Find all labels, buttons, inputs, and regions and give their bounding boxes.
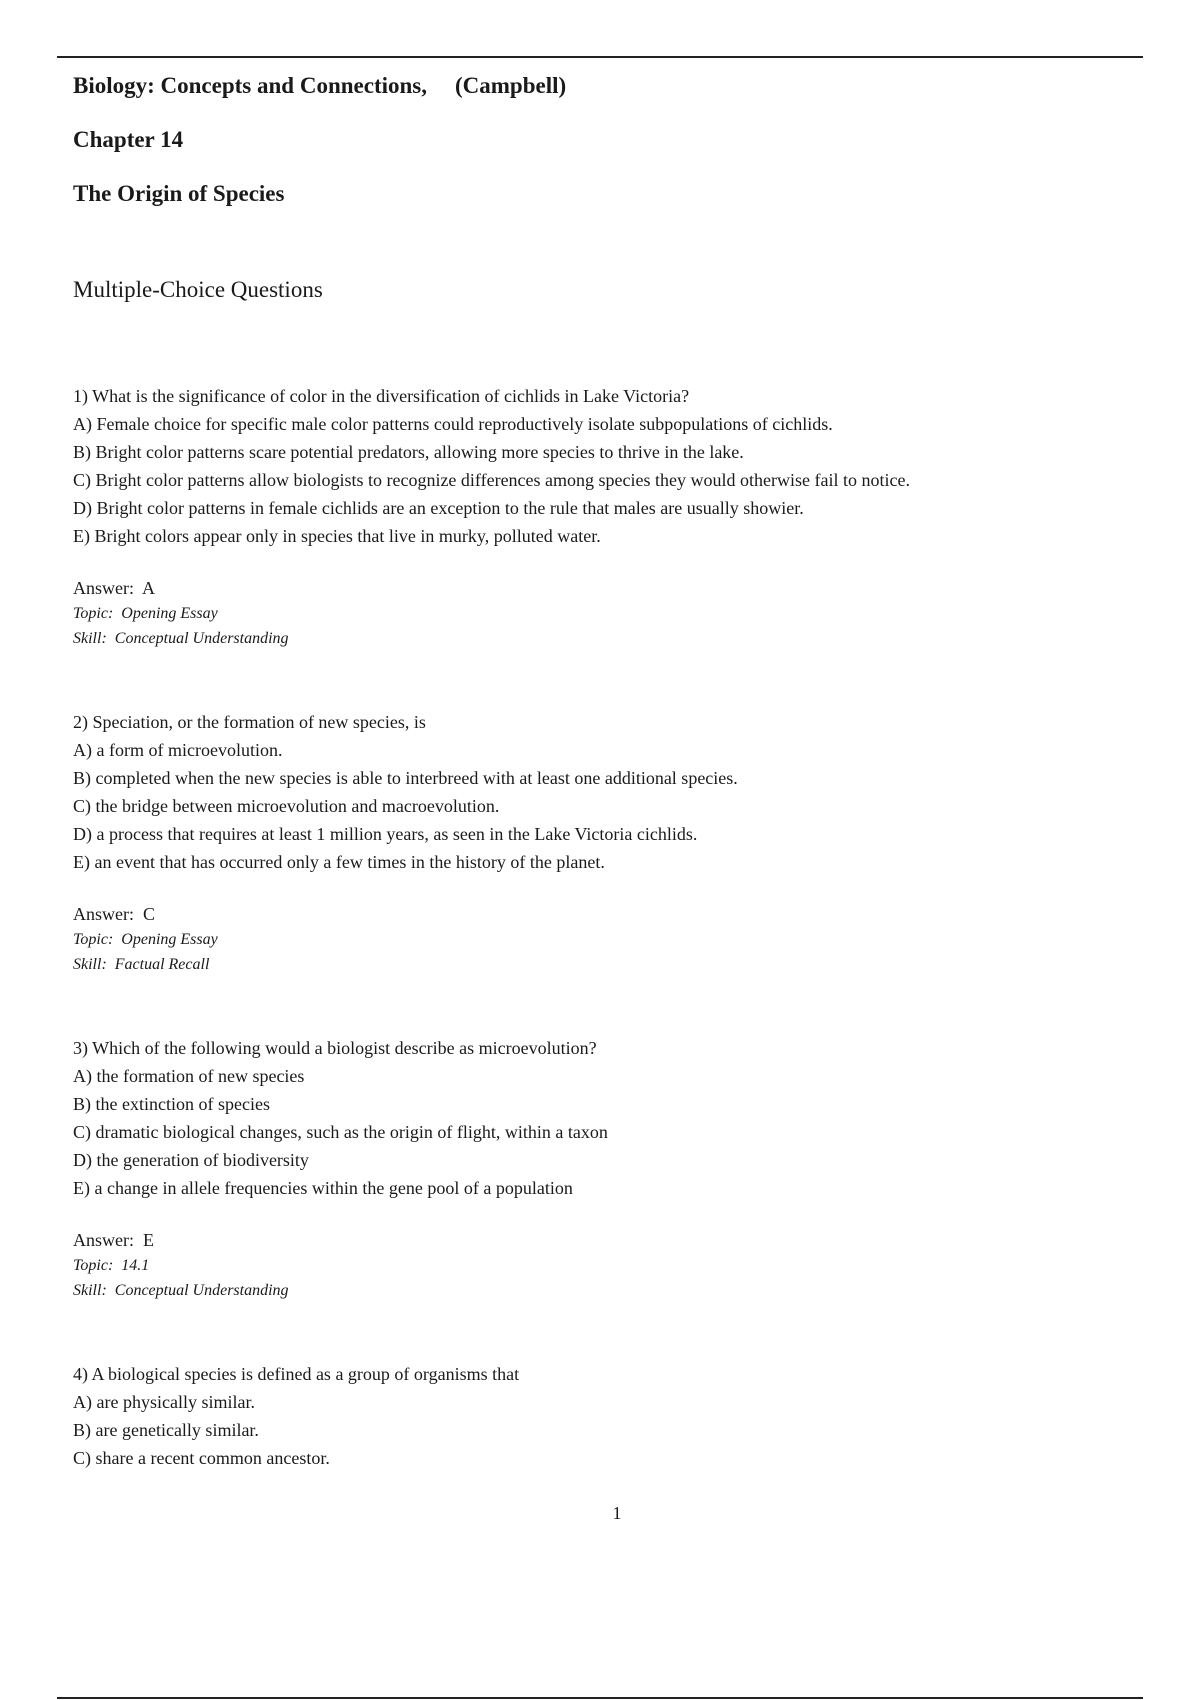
option-c: C) share a recent common ancestor. xyxy=(73,1448,330,1468)
skill: Skill: Conceptual Understanding xyxy=(73,1282,289,1299)
page-number: 1 xyxy=(612,1503,622,1523)
option-a: A) a form of microevolution. xyxy=(73,740,283,760)
option-b: B) completed when the new species is able to interbreed with at least one additional species. xyxy=(73,768,738,788)
skill: Skill: Factual Recall xyxy=(73,956,210,973)
topic: Topic: Opening Essay xyxy=(73,605,218,622)
option-e: E) an event that has occurred only a few times in the history of the planet. xyxy=(73,852,605,872)
option-c: C) dramatic biological changes, such as the origin of flight, within a taxon xyxy=(73,1122,608,1142)
skill: Skill: Conceptual Understanding xyxy=(73,630,289,647)
option-a: A) Female choice for specific male color patterns could reproductively isolate subpopulations of cichlids. xyxy=(73,414,833,434)
option-d: D) the generation of biodiversity xyxy=(73,1150,309,1170)
option-b: B) are genetically similar. xyxy=(73,1420,259,1440)
option-e: E) Bright colors appear only in species that live in murky, polluted water. xyxy=(73,526,601,546)
question-stem: 3) Which of the following would a biologist describe as microevolution? xyxy=(73,1038,597,1058)
section-title: Multiple-Choice Questions xyxy=(73,277,323,302)
option-e: E) a change in allele frequencies within the gene pool of a population xyxy=(73,1178,573,1198)
chapter-title: The Origin of Species xyxy=(73,181,285,206)
question-stem: 2) Speciation, or the formation of new species, is xyxy=(73,712,426,732)
topic: Topic: 14.1 xyxy=(73,1257,150,1274)
option-c: C) Bright color patterns allow biologists to recognize differences among species they would otherwise fail to notice. xyxy=(73,470,910,490)
book-title-line xyxy=(73,74,1133,128)
page-content xyxy=(73,74,1133,1472)
option-a: A) are physically similar. xyxy=(73,1392,255,1412)
question-2 xyxy=(73,708,1133,977)
bottom-rule xyxy=(57,1697,1143,1699)
option-b: B) Bright color patterns scare potential predators, allowing more species to thrive in the lake. xyxy=(73,442,744,462)
question-stem: 1) What is the significance of color in the diversification of cichlids in Lake Victoria? xyxy=(73,386,690,406)
question-stem: 4) A biological species is defined as a group of organisms that xyxy=(73,1364,520,1384)
option-d: D) Bright color patterns in female cichlids are an exception to the rule that males are usually showier. xyxy=(73,498,804,518)
top-rule xyxy=(57,56,1143,58)
option-c: C) the bridge between microevolution and macroevolution. xyxy=(73,796,500,816)
option-a: A) the formation of new species xyxy=(73,1066,305,1086)
author: (Campbell) xyxy=(454,73,567,98)
answer: Answer: E xyxy=(73,1230,154,1250)
question-3 xyxy=(73,1034,1133,1303)
answer: Answer: C xyxy=(73,904,155,924)
question-4 xyxy=(73,1360,1133,1472)
book-title: Biology: Concepts and Connections, xyxy=(73,73,427,98)
answer: Answer: A xyxy=(73,578,155,598)
question-1 xyxy=(73,382,1133,651)
topic: Topic: Opening Essay xyxy=(73,931,218,948)
chapter-heading: Chapter 14 xyxy=(73,127,184,152)
option-b: B) the extinction of species xyxy=(73,1094,270,1114)
option-d: D) a process that requires at least 1 million years, as seen in the Lake Victoria cichlids. xyxy=(73,824,698,844)
